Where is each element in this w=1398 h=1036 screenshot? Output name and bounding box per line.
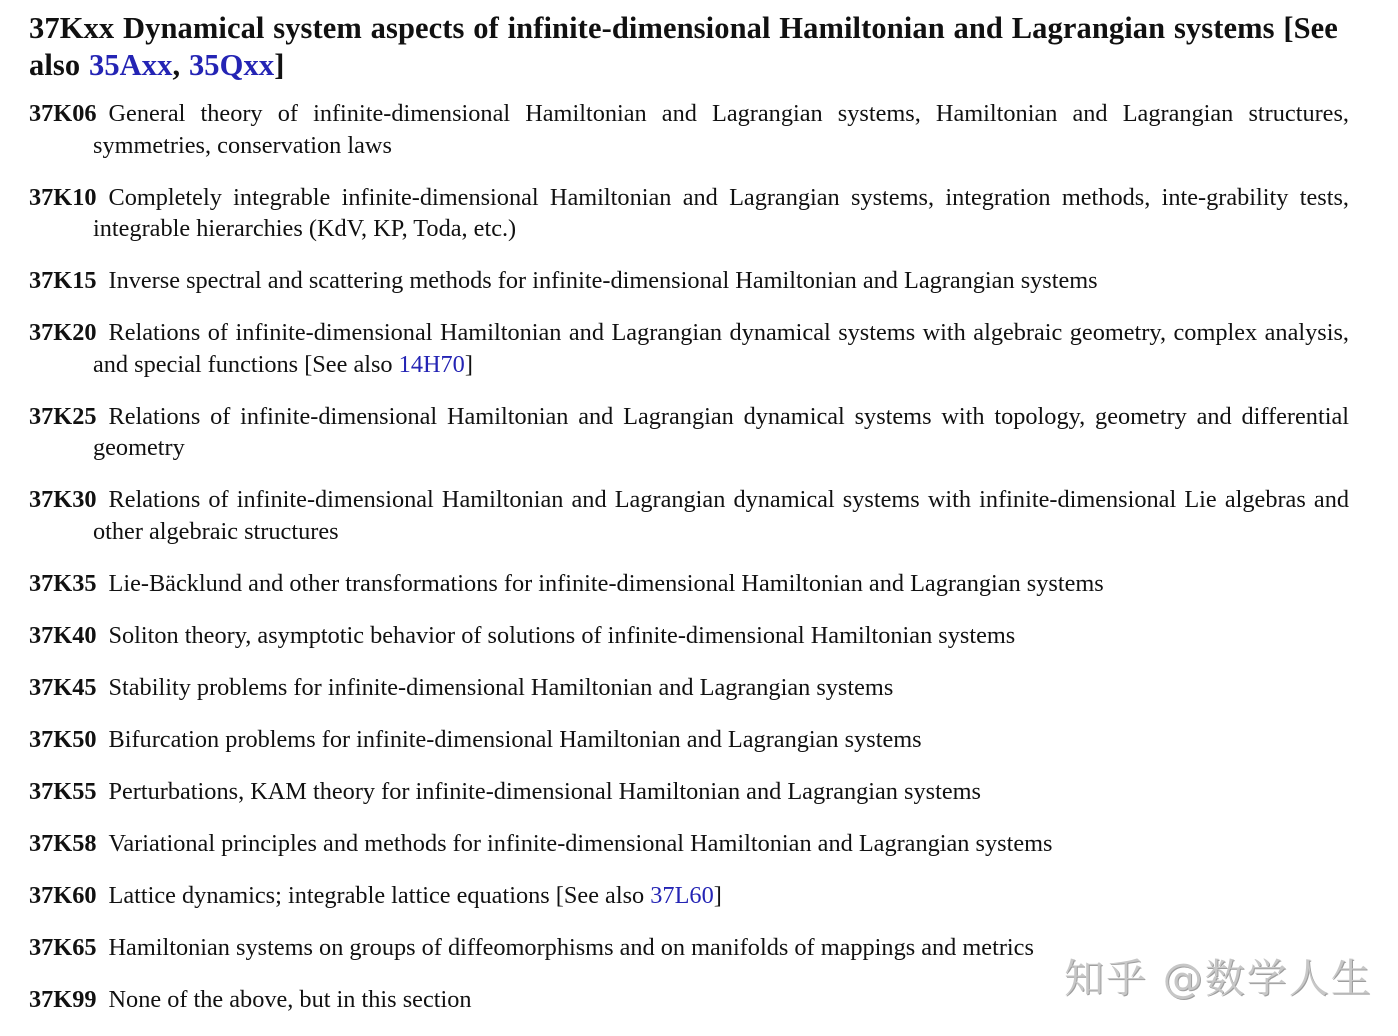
entry-code: 37K55 (29, 777, 97, 805)
see-also-link-37l60[interactable]: 37L60 (650, 881, 714, 909)
entry-code: 37K10 (29, 183, 97, 211)
watermark: 知乎 @数学人生 (1064, 956, 1373, 1002)
see-also-suffix: ] (274, 48, 285, 82)
entry-description: Stability problems for infinite-dimensional Hamiltonian and Lagrangian systems (108, 673, 894, 701)
entry-code: 37K20 (29, 319, 97, 346)
entry-description: Inverse spectral and scattering methods for infinite-dimensional Hamiltonian and Lagrangian systems (108, 267, 1098, 294)
see-also-prefix: [See also (549, 881, 651, 909)
entry-code: 37K58 (29, 829, 97, 857)
classification-entry-37k45 (29, 672, 1349, 704)
section-title: Dynamical system aspects of infinite-dimensional Hamiltonian and Lagrangian systems (122, 11, 1275, 45)
entry-code: 37K50 (29, 725, 97, 753)
section-heading (29, 10, 1349, 84)
entry-code: 37K25 (29, 402, 97, 430)
see-also-suffix: ] (713, 881, 722, 909)
entry-description: Bifurcation problems for infinite-dimensional Hamiltonian and Lagrangian systems (108, 725, 922, 753)
entry-description: None of the above, but in this section (108, 985, 472, 1013)
classification-entry-37k30 (29, 484, 1349, 547)
entry-description: General theory of infinite-dimensional Hamiltonian and Lagrangian systems, Hamiltonian and Lagrangian structures, symmetries, conservation laws (93, 100, 1349, 159)
entry-description: Hamiltonian systems on groups of diffeomorphisms and on manifolds of mappings and metrics (108, 933, 1034, 961)
entry-code: 37K65 (29, 933, 97, 961)
entry-code: 37K45 (29, 673, 97, 701)
classification-entry-37k10 (29, 182, 1349, 245)
entry-description: Variational principles and methods for infinite-dimensional Hamiltonian and Lagrangian systems (108, 829, 1053, 857)
entry-description: Relations of infinite-dimensional Hamiltonian and Lagrangian dynamical systems with algebraic geometry, complex analysis, and special functions (93, 319, 1349, 378)
classification-entry-37k20 (29, 317, 1349, 380)
entry-code: 37K60 (29, 881, 97, 909)
classification-entry-37k15 (29, 265, 1349, 297)
entry-description: Relations of infinite-dimensional Hamiltonian and Lagrangian dynamical systems with topology, geometry and differential geometry (93, 402, 1349, 461)
entry-code: 37K35 (29, 569, 97, 597)
entry-code: 37K40 (29, 621, 97, 649)
see-also-link-35axx[interactable]: 35Axx (88, 48, 173, 82)
entry-code: 37K30 (29, 486, 97, 513)
see-also-link-14h70[interactable]: 14H70 (398, 350, 465, 378)
classification-entry-37k58 (29, 828, 1349, 860)
classification-entry-37k40 (29, 620, 1349, 652)
classification-entry-37k25 (29, 401, 1349, 464)
see-also-prefix: [See also (29, 11, 1338, 82)
entry-code: 37K99 (29, 985, 97, 1013)
see-also-separator: , (172, 48, 189, 82)
entry-description: Lattice dynamics; integrable lattice equations (108, 881, 550, 909)
classification-entry-37k50 (29, 724, 1349, 756)
classification-entry-37k55 (29, 776, 1349, 808)
classification-entry-37k06 (29, 98, 1349, 161)
msc-section-page (29, 10, 1349, 1015)
see-also-link-35qxx[interactable]: 35Qxx (188, 48, 275, 82)
classification-list (29, 98, 1349, 1015)
entry-description: Perturbations, KAM theory for infinite-dimensional Hamiltonian and Lagrangian systems (108, 777, 981, 805)
entry-code: 37K15 (29, 267, 97, 294)
entry-code: 37K06 (29, 100, 97, 127)
entry-description: Soliton theory, asymptotic behavior of solutions of infinite-dimensional Hamiltonian systems (108, 621, 1016, 649)
classification-entry-37k60 (29, 880, 1349, 912)
entry-description: Relations of infinite-dimensional Hamiltonian and Lagrangian dynamical systems with infinite-dimensional Lie algebras and other algebraic structures (93, 486, 1349, 545)
entry-description: Lie-Bäcklund and other transformations for infinite-dimensional Hamiltonian and Lagrangian systems (108, 569, 1104, 597)
entry-description: Completely integrable infinite-dimensional Hamiltonian and Lagrangian systems, integration methods, inte-grability tests, integrable hierarchies (KdV, KP, Toda, etc.) (93, 183, 1349, 242)
classification-entry-37k35 (29, 568, 1349, 600)
see-also-suffix: ] (464, 350, 473, 378)
see-also-prefix: [See also (298, 350, 399, 378)
section-code: 37Kxx (29, 11, 115, 45)
